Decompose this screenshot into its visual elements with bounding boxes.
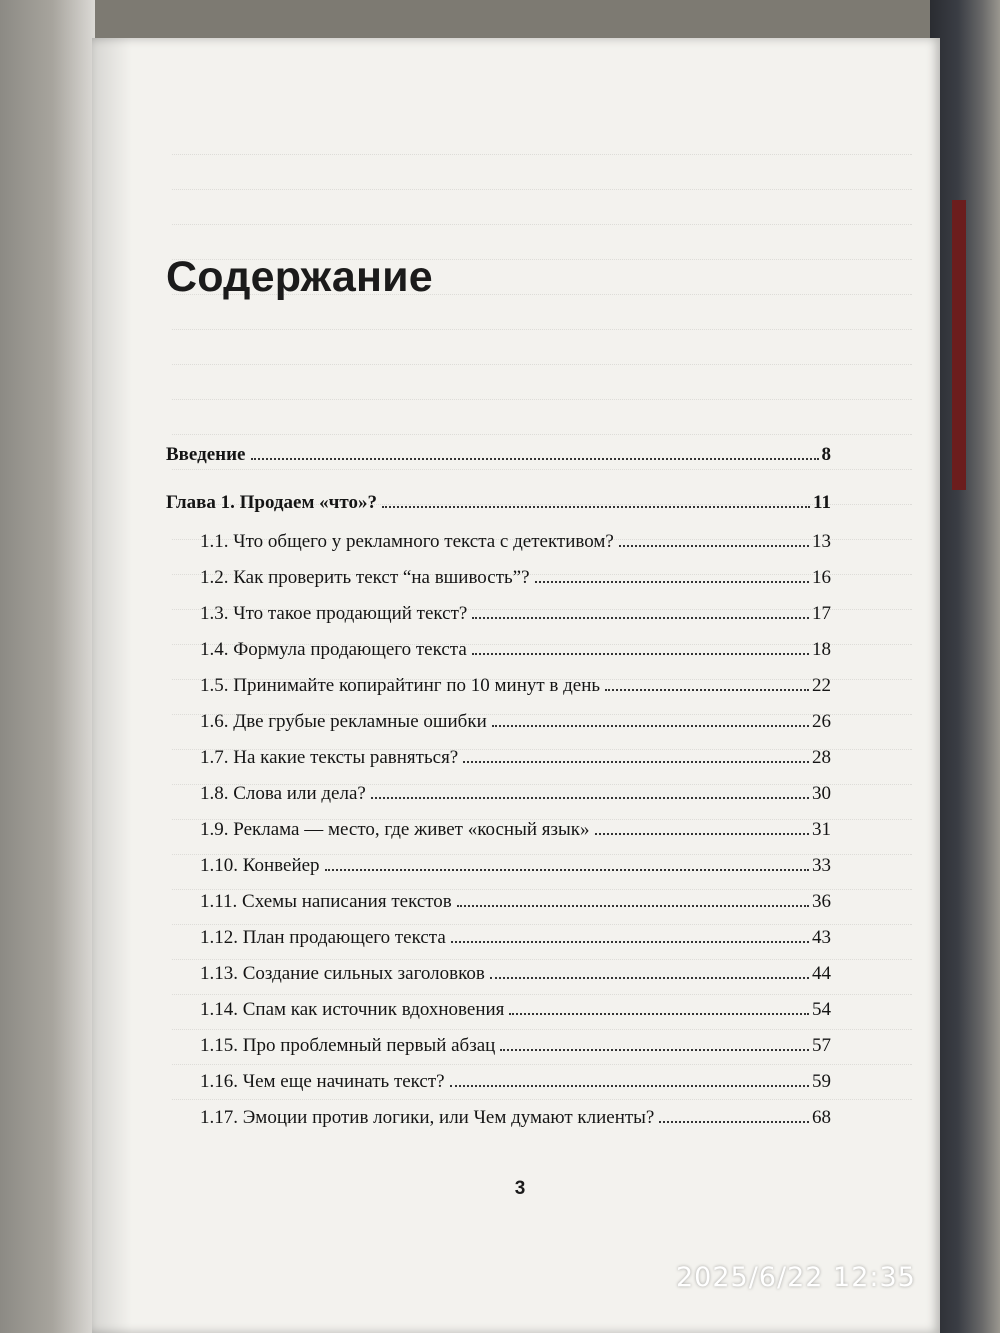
toc-entry-page: 68 <box>812 1107 831 1128</box>
toc-entry-page: 13 <box>812 531 831 552</box>
toc-section-entry <box>200 602 831 626</box>
toc-entry-page: 28 <box>812 747 831 768</box>
toc-entry-page: 17 <box>812 603 831 624</box>
toc-entry-page: 36 <box>812 891 831 912</box>
toc-entry-title: 1.13. Создание сильных заголовков <box>200 963 485 984</box>
toc-section-entry <box>200 926 831 950</box>
toc-entry-title: 1.10. Конвейер <box>200 855 320 876</box>
toc-dot-leader <box>595 833 810 835</box>
toc-section-entry <box>200 674 831 698</box>
camera-timestamp: 2025/6/22 12:35 <box>676 1262 916 1293</box>
toc-entry-title: 1.15. Про проблемный первый абзац <box>200 1035 496 1056</box>
toc-entry-page: 26 <box>812 711 831 732</box>
toc-entry-title: 1.11. Схемы написания текстов <box>200 891 452 912</box>
toc-section-entry <box>200 962 831 986</box>
toc-dot-leader <box>451 941 809 943</box>
toc-entry-page: 22 <box>812 675 831 696</box>
toc-dot-leader <box>535 581 809 583</box>
toc-entry-page: 18 <box>812 639 831 660</box>
toc-section-entry <box>200 746 831 770</box>
toc-entry-page: 31 <box>812 819 831 840</box>
background-left <box>0 0 95 1333</box>
toc-entry-title: 1.16. Чем еще начинать текст? <box>200 1071 445 1092</box>
toc-entry-page: 16 <box>812 567 831 588</box>
toc-entry-title: 1.14. Спам как источник вдохновения <box>200 999 505 1020</box>
toc-dot-leader <box>371 797 809 799</box>
toc-entry-page: 30 <box>812 783 831 804</box>
toc-entry-page: 59 <box>812 1071 831 1092</box>
toc-dot-leader <box>382 506 810 508</box>
toc-section-entry <box>200 530 831 554</box>
toc-chapter-entry <box>166 443 831 467</box>
toc-dot-leader <box>619 545 809 547</box>
toc-entry-page: 44 <box>812 963 831 984</box>
toc-entry-title: 1.1. Что общего у рекламного текста с детективом? <box>200 531 614 552</box>
toc-dot-leader <box>659 1121 809 1123</box>
toc-entry-page: 57 <box>812 1035 831 1056</box>
toc-dot-leader <box>605 689 809 691</box>
toc-dot-leader <box>251 458 819 460</box>
toc-section-entry <box>200 566 831 590</box>
page-heading: Содержание <box>166 253 433 301</box>
toc-entry-title: 1.3. Что такое продающий текст? <box>200 603 468 624</box>
toc-entry-title: 1.7. На какие тексты равняться? <box>200 747 459 768</box>
toc-section-entry <box>200 1070 831 1094</box>
toc-dot-leader <box>457 905 809 907</box>
toc-section-entry <box>200 710 831 734</box>
toc-entry-title: 1.5. Принимайте копирайтинг по 10 минут в день <box>200 675 601 696</box>
toc-entry-page: 43 <box>812 927 831 948</box>
toc-section-entry <box>200 998 831 1022</box>
toc-dot-leader <box>472 617 809 619</box>
toc-entry-title: Введение <box>166 444 246 465</box>
toc-entry-title: 1.12. План продающего текста <box>200 927 446 948</box>
toc-dot-leader <box>472 653 809 655</box>
toc-dot-leader <box>463 761 809 763</box>
toc-entry-page: 54 <box>812 999 831 1020</box>
toc-dot-leader <box>450 1085 809 1087</box>
toc-entry-title: 1.6. Две грубые рекламные ошибки <box>200 711 487 732</box>
toc-section-entry <box>200 890 831 914</box>
toc-entry-page: 8 <box>821 444 831 465</box>
toc-entry-title: 1.2. Как проверить текст “на вшивость”? <box>200 567 530 588</box>
toc-entry-title: 1.4. Формула продающего текста <box>200 639 467 660</box>
page-number: 3 <box>514 1178 526 1199</box>
toc-entry-page: 11 <box>813 492 831 513</box>
toc-section-entry <box>200 782 831 806</box>
toc-section-entry <box>200 1106 831 1130</box>
toc-entry-title: 1.17. Эмоции против логики, или Чем думают клиенты? <box>200 1107 655 1128</box>
toc-entry-title: 1.9. Реклама — место, где живет «косный язык» <box>200 819 590 840</box>
toc-section-entry <box>200 854 831 878</box>
toc-dot-leader <box>500 1049 809 1051</box>
toc-entry-page: 33 <box>812 855 831 876</box>
toc-section-entry <box>200 1034 831 1058</box>
page-gutter-shadow <box>92 38 132 1333</box>
toc-dot-leader <box>490 977 809 979</box>
toc-dot-leader <box>492 725 809 727</box>
toc-chapter-entry <box>166 491 831 515</box>
toc-section-entry <box>200 818 831 842</box>
toc-section-entry <box>200 638 831 662</box>
book-cover-red-stripe <box>952 200 966 490</box>
toc-entry-title: Глава 1. Продаем «что»? <box>166 492 377 513</box>
toc-entry-title: 1.8. Слова или дела? <box>200 783 366 804</box>
toc-dot-leader <box>509 1013 809 1015</box>
toc-dot-leader <box>325 869 809 871</box>
